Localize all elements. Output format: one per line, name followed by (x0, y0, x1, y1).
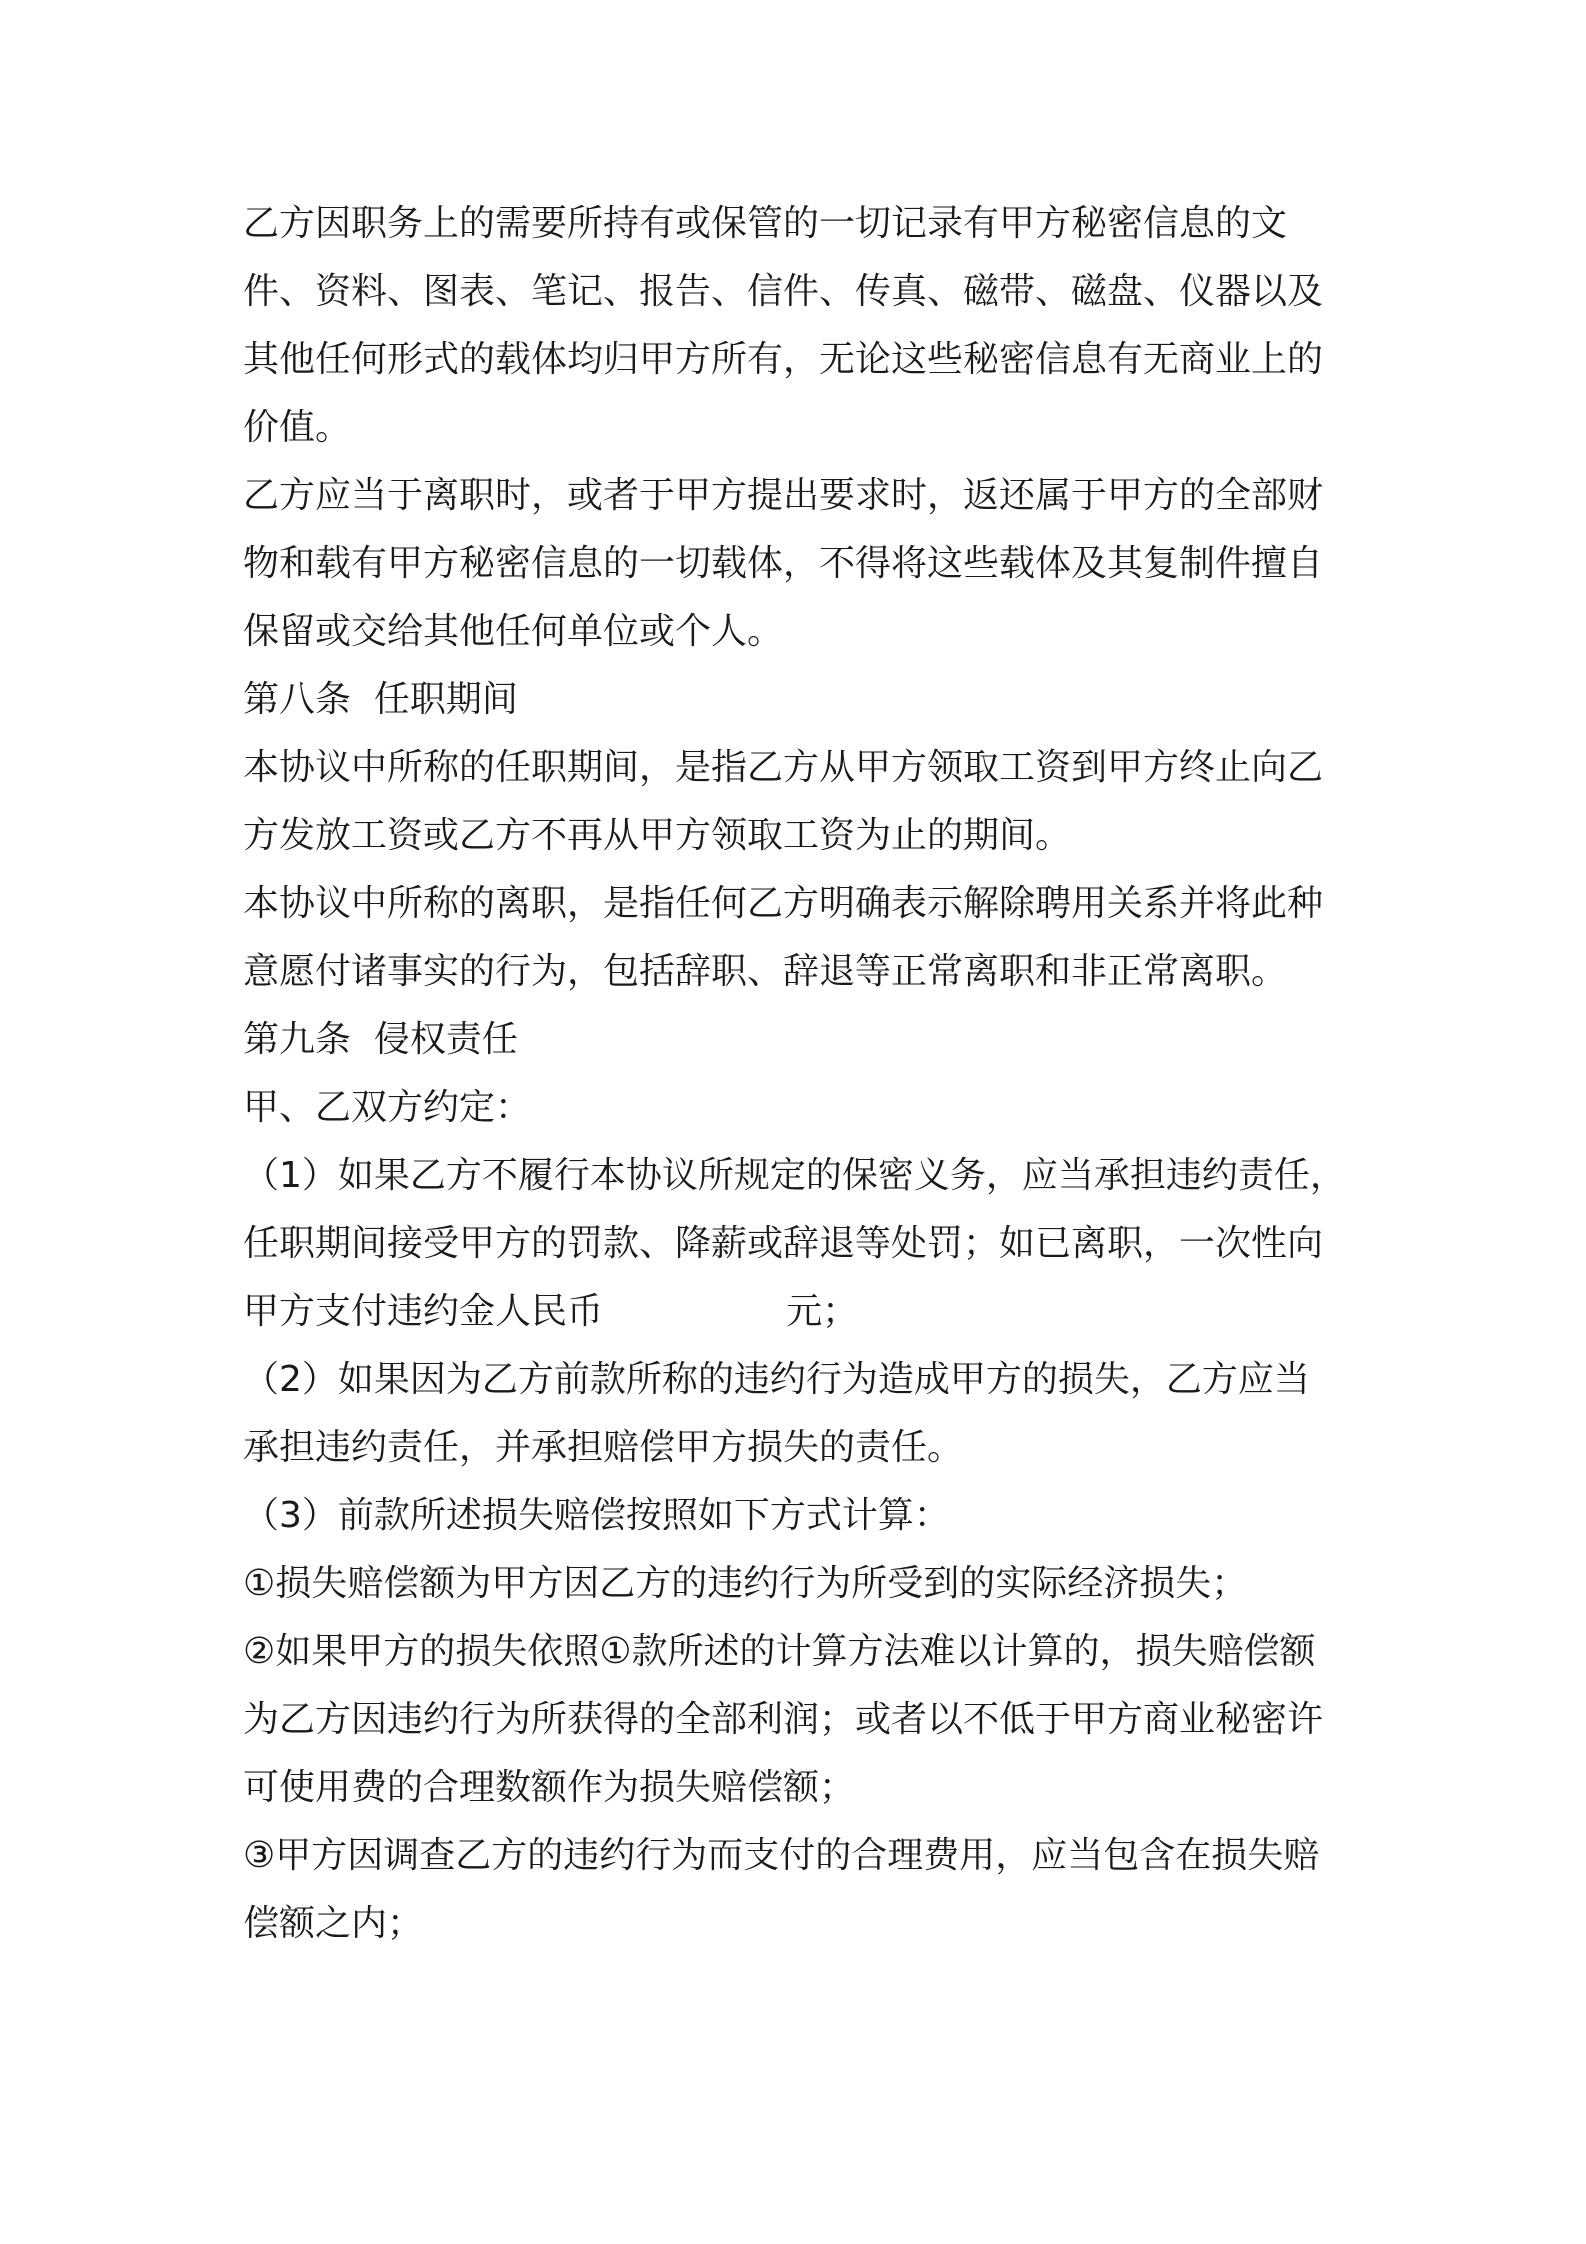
text-line: 保留或交给其他任何单位或个人。 (243, 611, 784, 652)
text-line: 为乙方因违约行为所获得的全部利润；或者以不低于甲方商业秘密许 (243, 1699, 1324, 1740)
text-line: （1）如果乙方不履行本协议所规定的保密义务，应当承担违约责任， (243, 1155, 1346, 1196)
text-line: 件、资料、图表、笔记、报告、信件、传真、磁带、磁盘、仪器以及 (243, 271, 1324, 312)
text-line: 乙方因职务上的需要所持有或保管的一切记录有甲方秘密信息的文 (243, 203, 1288, 244)
text-line: 方发放工资或乙方不再从甲方领取工资为止的期间。 (243, 815, 1072, 856)
text-line: ③甲方因调查乙方的违约行为而支付的合理费用，应当包含在损失赔 (243, 1835, 1320, 1876)
text-line: （3）前款所述损失赔偿按照如下方式计算： (243, 1495, 950, 1536)
text-line: 乙方应当于离职时，或者于甲方提出要求时，返还属于甲方的全部财 (243, 475, 1324, 516)
text-line: ②如果甲方的损失依照①款所述的计算方法难以计算的，损失赔偿额 (243, 1631, 1316, 1672)
text-line: 本协议中所称的离职，是指任何乙方明确表示解除聘用关系并将此种 (243, 883, 1324, 924)
text-line: 承担违约责任，并承担赔偿甲方损失的责任。 (243, 1427, 964, 1468)
document-body (243, 190, 1363, 1958)
text-line: 物和载有甲方秘密信息的一切载体，不得将这些载体及其复制件擅自 (243, 543, 1324, 584)
text-line: 甲方支付违约金人民币 元； (243, 1291, 859, 1332)
section-heading: 第八条 任职期间 (243, 679, 518, 720)
text-line: 偿额之内； (243, 1903, 424, 1944)
text-line: 意愿付诸事实的行为，包括辞职、辞退等正常离职和非正常离职。 (243, 951, 1288, 992)
text-line: 甲、乙双方约定： (243, 1087, 532, 1128)
text-line: （2）如果因为乙方前款所称的违约行为造成甲方的损失，乙方应当 (243, 1359, 1310, 1400)
text-line: 本协议中所称的任职期间，是指乙方从甲方领取工资到甲方终止向乙 (243, 747, 1324, 788)
text-line: 可使用费的合理数额作为损失赔偿额； (243, 1767, 856, 1808)
text-line: ①损失赔偿额为甲方因乙方的违约行为所受到的实际经济损失； (243, 1563, 1248, 1604)
text-line: 其他任何形式的载体均归甲方所有，无论这些秘密信息有无商业上的 (243, 339, 1324, 380)
section-heading: 第九条 侵权责任 (243, 1019, 518, 1060)
text-line: 价值。 (243, 407, 352, 448)
text-line: 任职期间接受甲方的罚款、降薪或辞退等处罚；如已离职，一次性向 (243, 1223, 1324, 1264)
